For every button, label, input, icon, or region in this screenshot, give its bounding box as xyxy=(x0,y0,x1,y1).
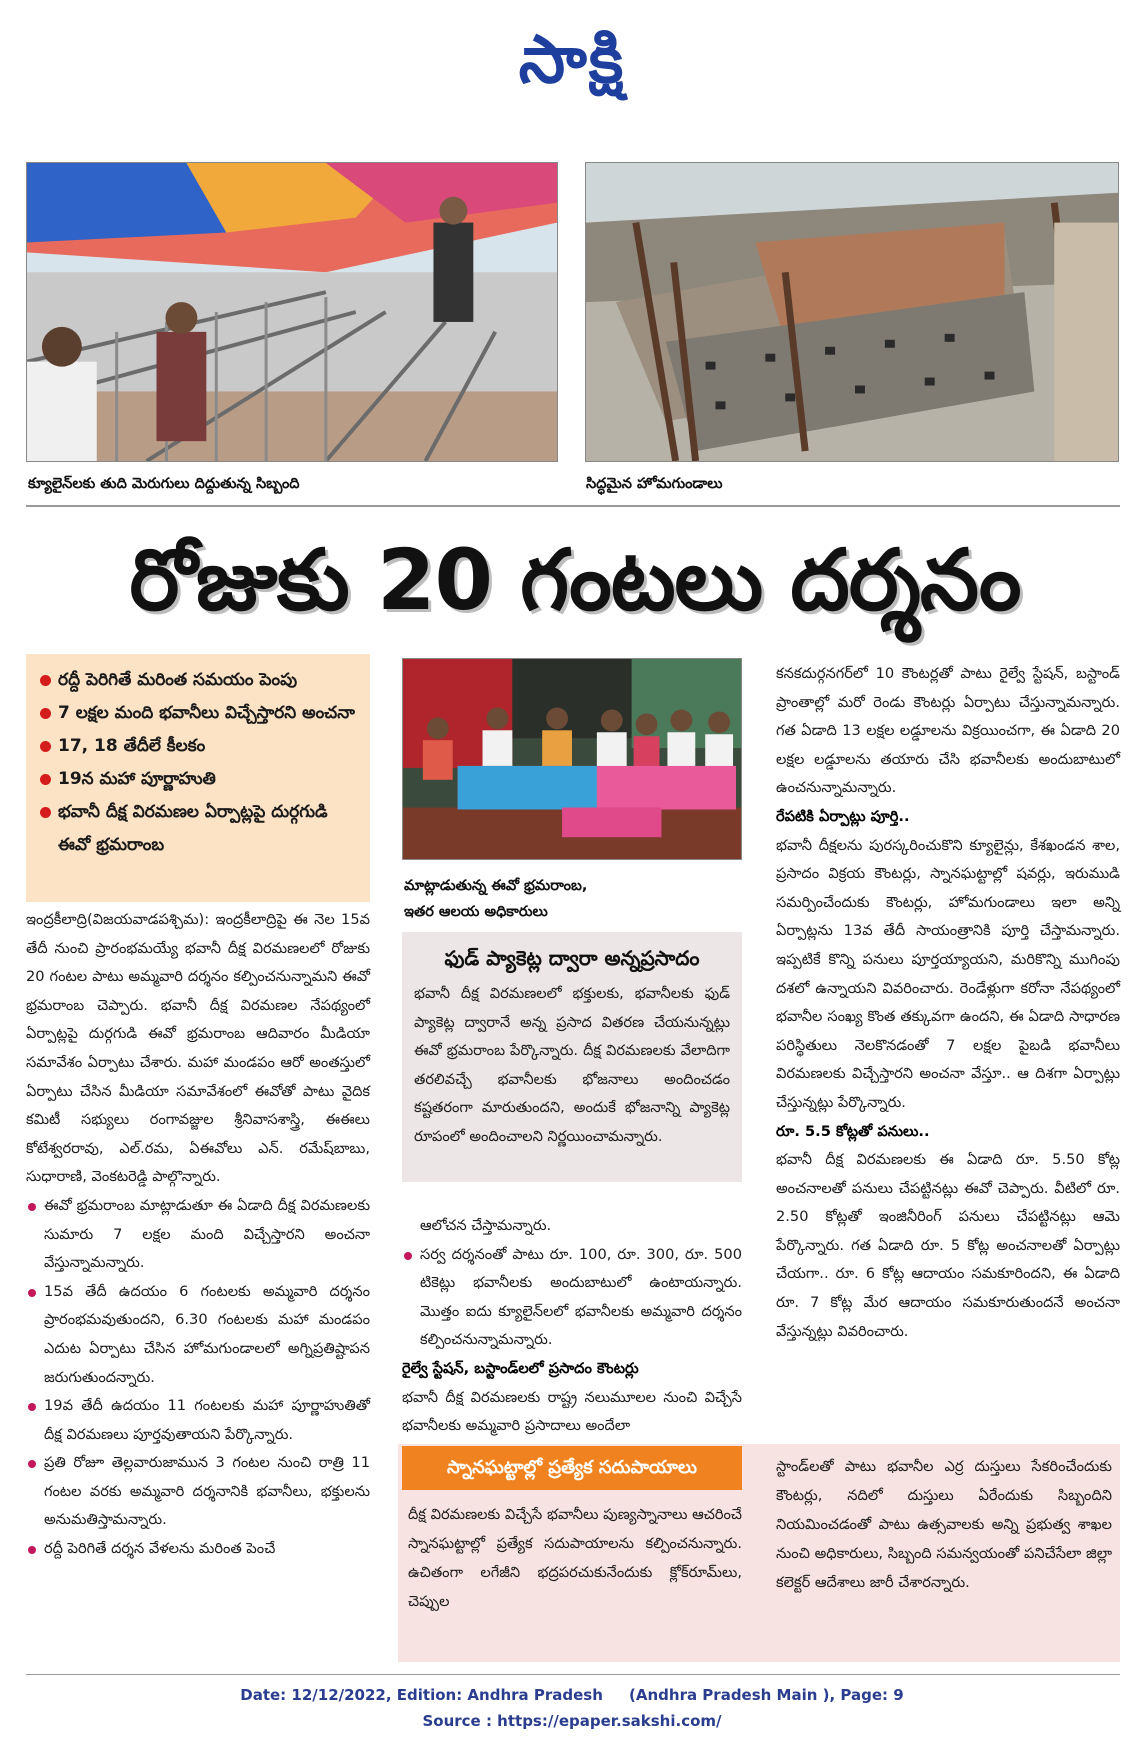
arrangements-subhead: రేపటికి ఏర్పాట్లు పూర్తి.. xyxy=(776,807,910,825)
article-paragraph: భవానీ దీక్షలను పురస్కరించుకొని క్యూలైన్లు, కేశఖండన శాల, ప్రసాదం విక్రయ కౌంటర్లు, స్నానఘట్టాల్లో షవర్లు, ఇరుముడి సమర్పించేందుకు కౌంటర్లు, హోమగుండాలు ఇలా అన్ని ఏర్పాట్లను 13వ తేదీ సాయంత్రానికి పూర్తి చేస్తామన్నారు. ఇప్పటికే కొన్ని పనులు పూర్తయ్యాయని, మరికొన్ని ముగింపు దశలో ఉన్నాయని వివరించారు. రెండేళ్లుగా కరోనా నేపథ్యంలో భవానీల సంఖ్య కొంత తక్కువగా ఉందని, ఈ ఏడాది సాధారణ పరిస్థితులు నెలకొనడంతో 7 లక్షల పైబడి భవానీలు విరమణలకు విచ్చేస్తారని అంచనా వేస్తూ.. ఆ దిశగా ఏర్పాట్లు చేస్తున్నట్లు పేర్కొన్నారు. xyxy=(776,836,1120,1111)
article-column-3 xyxy=(776,660,1120,1346)
bathing-ghats-title: స్నానఘట్టాల్లో ప్రత్యేక సదుపాయాలు xyxy=(402,1446,742,1490)
prasadam-counters-subhead: రైల్వే స్టేషన్, బస్టాండ్‌లలో ప్రసాదం కౌంటర్లు xyxy=(402,1359,639,1377)
queue-line-photo xyxy=(26,162,558,462)
highlight-item: రద్దీ పెరిగితే మరింత సమయం పెంపు xyxy=(38,664,360,697)
highlight-item: 19న మహా పూర్ణాహుతి xyxy=(38,763,360,796)
section-divider xyxy=(26,505,1120,507)
article-paragraph: కనకదుర్గనగర్‌లో 10 కౌంటర్లతో పాటు రైల్వే స్టేషన్, బస్టాండ్‌ ప్రాంతాల్లో మరో రెండు కౌంటర్లు ఏర్పాటు చేస్తున్నామన్నారు. గత ఏడాది 13 లక్షల లడ్డూలను విక్రయించగా, ఈ ఏడాది 20 లక్షల లడ్డూలను తయారు చేసి భవానీలకు అందుబాటులో ఉంచనున్నామన్నారు. xyxy=(776,665,1120,797)
press-meet-caption-line1: మాట్లాడుతున్న ఈవో భ్రమరాంబ, xyxy=(404,878,588,894)
works-budget-subhead: రూ. 5.5 కోట్లతో పనులు.. xyxy=(776,1122,930,1140)
homa-kunda-photo xyxy=(585,162,1119,462)
food-packets-box xyxy=(402,932,742,1182)
article-bullet: రద్దీ పెరిగితే దర్శన వేళలను మరింత పెంచే xyxy=(26,1535,370,1564)
article-column-1 xyxy=(26,906,370,1564)
article-lead: ఇంద్రకీలాద్రి(విజయవాడపశ్చిమ): ఇంద్రకీలాద్రిపై ఈ నెల 15వ తేదీ నుంచి ప్రారంభమయ్యే భవానీ దీక్ష విరమణలలో రోజుకు 20 గంటల పాటు అమ్మవారి దర్శనం కల్పించనున్నామని ఈవో భ్రమరాంబ చెప్పారు. భవానీ దీక్ష విరమణల నేపథ్యంలో ఏర్పాట్లపై దుర్గగుడి ఈవో భ్రమరాంబ ఆదివారం మీడియా సమావేశం ఏర్పాటు చేశారు. మహా మండపం ఆరో అంతస్తులో ఏర్పాటు చేసిన మీడియా సమావేశంలో ఈవోతో పాటు వైదిక కమిటీ సభ్యులు రంగావజ్జుల శ్రీనివాసశాస్త్రి, ఈఈలు కోటేశ్వరరావు, ఎల్‌.రమ, ఏఈవోలు ఎన్‌. రమేష్‌బాబు, సుధారాణి, వెంకటరెడ్డి పాల్గొన్నారు. xyxy=(26,911,370,1186)
highlights-box xyxy=(26,654,370,902)
edition-info: Date: 12/12/2022, Edition: Andhra Pradesh (Andhra Pradesh Main ), Page: 9 xyxy=(240,1686,904,1704)
sakshi-logo: సాక్షి xyxy=(518,21,626,98)
footer-divider xyxy=(26,1674,1120,1675)
article-bullet: 15వ తేదీ ఉదయం 6 గంటలకు అమ్మవారి దర్శనం ప్రారంభమవుతుందని, 6.30 గంటలకు మహా మండపం ఎదుట ఏర్పాటు చేసిన హోమగుండాలలో అగ్నిప్రతిష్టాపన జరుగుతుందన్నారు. xyxy=(26,1278,370,1392)
bathing-ghats-text-right: స్టాండ్‌లతో పాటు భవానీల ఎర్ర దుస్తులు సేకరించేందుకు కౌంటర్లు, నదిలో దుస్తులు ఏరేందుకు సిబ్బందిని నియమించడంతో పాటు ఉత్సవాలకు అన్ని ప్రభుత్వ శాఖల నుంచి అధికారులు, సిబ్బంది సమన్వయంతో పనిచేసేలా జిల్లా కలెక్టర్‌ ఆదేశాలు జారీ చేశారన్నారు. xyxy=(776,1458,1112,1591)
highlight-item: 17, 18 తేదీలే కీలకం xyxy=(38,730,360,763)
prasadam-counters-text: భవానీ దీక్ష విరమణలకు రాష్ట్ర నలుమూలల నుంచి విచ్చేసే భవానీలకు అమ్మవారి ప్రసాదాలు అందేలా xyxy=(402,1388,742,1435)
highlight-item: 7 లక్షల మంది భవానీలు విచ్చేస్తారని అంచనా xyxy=(38,697,360,730)
press-meet-caption-line2: ఇతర ఆలయ అధికారులు xyxy=(404,904,548,920)
food-packets-title: ఫుడ్‌ ప్యాకెట్ల ద్వారా అన్నప్రసాదం xyxy=(444,946,700,970)
article-bullet: సర్వ దర్శనంతో పాటు రూ. 100, రూ. 300, రూ. 500 టికెట్లు భవానీలకు అందుబాటులో ఉంటాయన్నారు. మొత్తం ఐదు క్యూలైన్‌లలో భవానీలకు అమ్మవారి దర్శనం కల్పించనున్నామన్నారు. xyxy=(402,1241,742,1355)
article-bullet: 19వ తేదీ ఉదయం 11 గంటలకు మహా పూర్ణాహుతితో దీక్ష విరమణలు పూర్తవుతాయని పేర్కొన్నారు. xyxy=(26,1392,370,1449)
source-link[interactable]: Source : https://epaper.sakshi.com/ xyxy=(422,1712,722,1730)
article-continuation: ఆలోచన చేస్తామన్నారు. xyxy=(420,1217,552,1234)
homa-kunda-caption: సిద్ధమైన హోమగుండాలు xyxy=(586,476,723,492)
article-paragraph: భవానీ దీక్ష విరమణలకు ఈ ఏడాది రూ. 5.50 కోట్ల అంచనాలతో పనులు చేపట్టినట్లు ఈవో చెప్పారు. వీటిలో రూ. 2.50 కోట్లతో ఇంజినీరింగ్‌ పనులు చేపట్టినట్లు ఆమె పేర్కొన్నారు. గత ఏడాది రూ. 5 కోట్ల అంచనాలతో ఏర్పాట్లు చేయగా.. రూ. 6 కోట్ల ఆదాయం సమకూరిందని, ఈ ఏడాది రూ. 7 కోట్ల మేర ఆదాయం సమకూరుతుందనే అంచనా వేస్తున్నట్లు వివరించారు. xyxy=(776,1151,1120,1340)
queue-line-caption: క్యూలైన్‌లకు తుది మెరుగులు దిద్దుతున్న సిబ్బంది xyxy=(28,476,300,492)
press-meet-photo xyxy=(402,658,742,860)
article-bullet: ఈవో భ్రమరాంబ మాట్లాడుతూ ఈ ఏడాది దీక్ష విరమణలకు సుమారు 7 లక్షల మంది విచ్చేస్తారని అంచనా వేస్తున్నామన్నారు. xyxy=(26,1192,370,1278)
article-bullet: ప్రతి రోజూ తెల్లవారుజామున 3 గంటల నుంచి రాత్రి 11 గంటల వరకు అమ్మవారి దర్శనానికి భవానీలు, భక్తులను అనుమతిస్తామన్నారు. xyxy=(26,1449,370,1535)
food-packets-text: భవానీ దీక్ష విరమణలలో భక్తులకు, భవానీలకు ఫుడ్‌ ప్యాకెట్ల ద్వారానే అన్న ప్రసాద వితరణ చేయనున్నట్లు ఈవో భ్రమరాంబ పేర్కొన్నారు. దీక్ష విరమణలకు వేలాదిగా తరలివచ్చే భవానీలకు భోజనాలు అందించడం కష్టతరంగా మారుతుందని, అందుకే భోజనాన్ని ప్యాకెట్ల రూపంలో అందించాలని నిర్ణయించామన్నారు. xyxy=(414,985,730,1145)
article-column-2 xyxy=(402,1212,742,1441)
highlight-item: భవానీ దీక్ష విరమణల ఏర్పాట్లపై దుర్గగుడి ఈవో భ్రమరాంబ xyxy=(38,796,360,862)
bathing-ghats-text-left: దీక్ష విరమణలకు విచ్చేసే భవానీలు పుణ్యస్నానాలు ఆచరించే స్నానఘట్టాల్లో ప్రత్యేక సదుపాయాలను కల్పించనున్నారు. ఉచితంగా లగేజీని భద్రపరచుకునేందుకు క్లోక్‌రూమ్‌లు, చెప్పుల xyxy=(408,1506,742,1610)
main-headline: రోజుకు 20 గంటలు దర్శనం xyxy=(129,531,1021,629)
